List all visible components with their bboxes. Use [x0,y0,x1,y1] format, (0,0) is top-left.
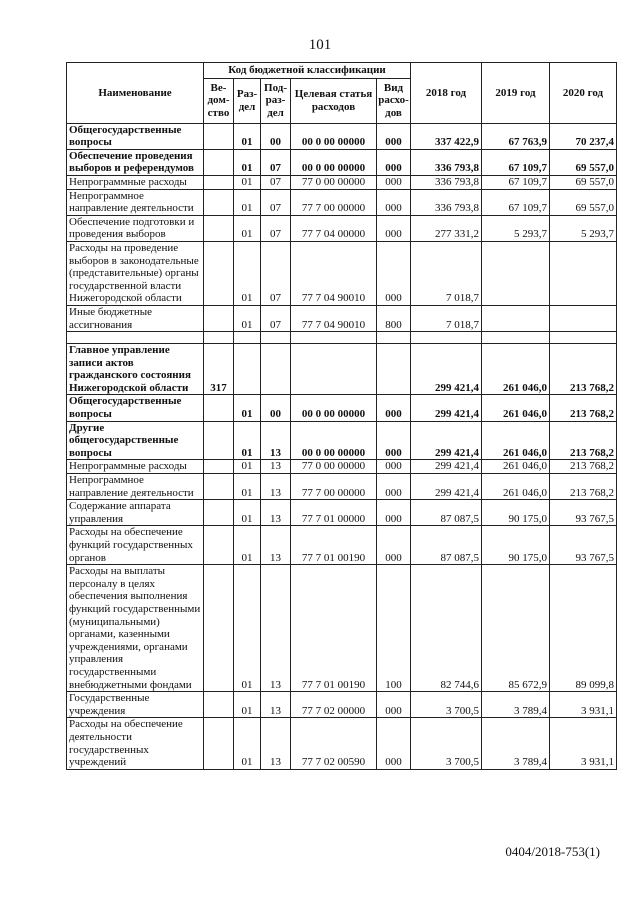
razdel-cell: 01 [234,395,261,421]
amount-2019-cell: 261 046,0 [482,421,550,460]
podrazdel-cell: 13 [261,526,291,565]
vid-cell: 000 [377,474,411,500]
name: Расходы на обеспечение функций государственных органов [67,526,204,565]
podrazdel-cell: 13 [261,474,291,500]
celevaya-cell: 77 7 02 00590 [291,718,377,769]
amount-2018-cell: 3 700,5 [411,718,482,769]
celevaya-cell: 77 7 04 90010 [291,305,377,331]
celevaya-cell: 00 0 00 00000 [291,421,377,460]
ved-cell [204,526,234,565]
empty-cell [261,332,291,344]
razdel-cell: 01 [234,123,261,149]
podrazdel-cell: 13 [261,692,291,718]
podrazdel-cell: 00 [261,395,291,421]
name: Расходы на проведение выборов в законодательные (представительные) органы государственной власти Нижегородской области [67,241,204,305]
amount-2018-cell: 277 331,2 [411,215,482,241]
amount-2018-cell: 299 421,4 [411,460,482,474]
amount-2018-cell: 299 421,4 [411,344,482,395]
amount-2019-cell [482,305,550,331]
celevaya-cell: 77 7 01 00190 [291,526,377,565]
razdel-cell: 01 [234,241,261,305]
amount-2019-cell: 261 046,0 [482,474,550,500]
name: Обеспечение проведения выборов и референдумов [67,149,204,175]
vid-cell: 000 [377,526,411,565]
amount-2019-cell: 67 109,7 [482,175,550,189]
razdel-cell: 01 [234,215,261,241]
ved-cell [204,215,234,241]
razdel-cell: 01 [234,526,261,565]
amount-2020-cell [550,305,617,331]
podrazdel-cell: 07 [261,175,291,189]
razdel-cell: 01 [234,421,261,460]
budget-table [66,62,617,770]
ved-cell [204,149,234,175]
empty-cell [67,332,204,344]
name: Другие общегосударственные вопросы [67,421,204,460]
amount-2018-cell: 7 018,7 [411,305,482,331]
amount-2020-cell: 213 768,2 [550,460,617,474]
amount-2018-cell: 82 744,6 [411,565,482,692]
name: Общегосударственные вопросы [67,123,204,149]
podrazdel-cell: 13 [261,460,291,474]
header-celevaya: Целевая статья расходов [291,78,377,123]
amount-2020-cell: 213 768,2 [550,395,617,421]
amount-2018-cell: 299 421,4 [411,421,482,460]
amount-2018-cell: 87 087,5 [411,500,482,526]
name: Обеспечение подготовки и проведения выборов [67,215,204,241]
amount-2019-cell: 90 175,0 [482,526,550,565]
celevaya-cell: 77 7 00 00000 [291,189,377,215]
ved-cell [204,189,234,215]
razdel-cell [234,344,261,395]
razdel-cell: 01 [234,474,261,500]
table-row [67,500,617,526]
razdel-cell: 01 [234,500,261,526]
table-row [67,305,617,331]
table-row [67,149,617,175]
name: Содержание аппарата управления [67,500,204,526]
celevaya-cell [291,344,377,395]
amount-2020-cell: 213 768,2 [550,421,617,460]
amount-2020-cell: 69 557,0 [550,189,617,215]
celevaya-cell: 77 7 04 00000 [291,215,377,241]
empty-cell [377,332,411,344]
amount-2019-cell: 261 046,0 [482,395,550,421]
amount-2020-cell: 93 767,5 [550,526,617,565]
razdel-cell: 01 [234,189,261,215]
vid-cell: 000 [377,241,411,305]
header-razdel: Раз- дел [234,78,261,123]
ved-cell [204,421,234,460]
empty-cell [482,332,550,344]
header-2018: 2018 год [411,63,482,124]
vid-cell: 100 [377,565,411,692]
celevaya-cell: 77 7 00 00000 [291,474,377,500]
vid-cell: 800 [377,305,411,331]
table-row [67,189,617,215]
ved-cell [204,460,234,474]
celevaya-cell: 00 0 00 00000 [291,123,377,149]
table-row [67,692,617,718]
celevaya-cell: 00 0 00 00000 [291,395,377,421]
podrazdel-cell: 07 [261,189,291,215]
empty-cell [550,332,617,344]
vid-cell: 000 [377,395,411,421]
vid-cell: 000 [377,500,411,526]
table-row [67,526,617,565]
ved-cell [204,395,234,421]
podrazdel-cell: 13 [261,565,291,692]
table-row [67,123,617,149]
amount-2020-cell: 89 099,8 [550,565,617,692]
podrazdel-cell: 07 [261,149,291,175]
vid-cell [377,344,411,395]
ved-cell [204,500,234,526]
amount-2018-cell: 87 087,5 [411,526,482,565]
amount-2018-cell: 336 793,8 [411,149,482,175]
header-2019: 2019 год [482,63,550,124]
amount-2020-cell: 69 557,0 [550,175,617,189]
ved-cell: 317 [204,344,234,395]
ved-cell [204,241,234,305]
amount-2020-cell [550,241,617,305]
document-code: 0404/2018-753(1) [505,844,600,859]
podrazdel-cell: 13 [261,500,291,526]
amount-2018-cell: 7 018,7 [411,241,482,305]
table-body [67,123,617,769]
celevaya-cell: 77 0 00 00000 [291,175,377,189]
table-row [67,175,617,189]
celevaya-cell: 77 7 01 00000 [291,500,377,526]
name: Государственные учреждения [67,692,204,718]
amount-2020-cell: 3 931,1 [550,718,617,769]
amount-2019-cell: 67 763,9 [482,123,550,149]
razdel-cell: 01 [234,149,261,175]
amount-2020-cell: 70 237,4 [550,123,617,149]
podrazdel-cell: 13 [261,421,291,460]
table-row [67,344,617,395]
ved-cell [204,474,234,500]
name: Расходы на выплаты персоналу в целях обеспечения выполнения функций государственными (муниципальными) органами, казенными учреждениями, органами управления государственными внебюджетными фондами [67,565,204,692]
table-row [67,421,617,460]
amount-2018-cell: 3 700,5 [411,692,482,718]
celevaya-cell: 77 7 04 90010 [291,241,377,305]
podrazdel-cell: 07 [261,305,291,331]
amount-2019-cell: 3 789,4 [482,692,550,718]
amount-2019-cell: 261 046,0 [482,344,550,395]
amount-2020-cell: 93 767,5 [550,500,617,526]
name: Непрограммные расходы [67,460,204,474]
vid-cell: 000 [377,215,411,241]
ved-cell [204,692,234,718]
empty-cell [291,332,377,344]
ved-cell [204,123,234,149]
name: Главное управление записи актов гражданского состояния Нижегородской области [67,344,204,395]
name: Непрограммное направление деятельности [67,474,204,500]
amount-2020-cell: 3 931,1 [550,692,617,718]
amount-2019-cell: 67 109,7 [482,189,550,215]
amount-2020-cell: 69 557,0 [550,149,617,175]
amount-2019-cell: 67 109,7 [482,149,550,175]
razdel-cell: 01 [234,692,261,718]
ved-cell [204,175,234,189]
vid-cell: 000 [377,421,411,460]
amount-2019-cell: 5 293,7 [482,215,550,241]
name: Непрограммные расходы [67,175,204,189]
empty-cell [204,332,234,344]
amount-2018-cell: 336 793,8 [411,189,482,215]
razdel-cell: 01 [234,460,261,474]
table-row [67,460,617,474]
header-podrazdel: Под- раз- дел [261,78,291,123]
header-2020: 2020 год [550,63,617,124]
ved-cell [204,718,234,769]
podrazdel-cell: 07 [261,241,291,305]
vid-cell: 000 [377,175,411,189]
vid-cell: 000 [377,692,411,718]
celevaya-cell: 00 0 00 00000 [291,149,377,175]
vid-cell: 000 [377,460,411,474]
amount-2019-cell: 90 175,0 [482,500,550,526]
podrazdel-cell: 13 [261,718,291,769]
amount-2018-cell: 299 421,4 [411,474,482,500]
ved-cell [204,565,234,692]
name: Расходы на обеспечение деятельности государственных учреждений [67,718,204,769]
razdel-cell: 01 [234,565,261,692]
name: Непрограммное направление деятельности [67,189,204,215]
name: Иные бюджетные ассигнования [67,305,204,331]
vid-cell: 000 [377,149,411,175]
podrazdel-cell [261,344,291,395]
amount-2018-cell: 299 421,4 [411,395,482,421]
table-row [67,565,617,692]
empty-cell [411,332,482,344]
table-row [67,215,617,241]
celevaya-cell: 77 7 02 00000 [291,692,377,718]
vid-cell: 000 [377,189,411,215]
amount-2020-cell: 213 768,2 [550,344,617,395]
name: Общегосударственные вопросы [67,395,204,421]
vid-cell: 000 [377,123,411,149]
table-row [67,241,617,305]
amount-2018-cell: 336 793,8 [411,175,482,189]
table-row [67,395,617,421]
table-row [67,474,617,500]
razdel-cell: 01 [234,305,261,331]
podrazdel-cell: 00 [261,123,291,149]
amount-2019-cell: 3 789,4 [482,718,550,769]
amount-2019-cell: 261 046,0 [482,460,550,474]
header-name: Наименование [67,63,204,124]
vid-cell: 000 [377,718,411,769]
header-vedomstvo: Ве- дом- ство [204,78,234,123]
header-vid: Вид расхо- дов [377,78,411,123]
podrazdel-cell: 07 [261,215,291,241]
ved-cell [204,305,234,331]
page-number: 101 [308,37,332,53]
empty-cell [234,332,261,344]
amount-2020-cell: 5 293,7 [550,215,617,241]
table-row [67,718,617,769]
razdel-cell: 01 [234,175,261,189]
celevaya-cell: 77 7 01 00190 [291,565,377,692]
amount-2018-cell: 337 422,9 [411,123,482,149]
header-code-group: Код бюджетной классификации [204,63,411,79]
spacer-row [67,332,617,344]
celevaya-cell: 77 0 00 00000 [291,460,377,474]
amount-2019-cell: 85 672,9 [482,565,550,692]
razdel-cell: 01 [234,718,261,769]
amount-2019-cell [482,241,550,305]
amount-2020-cell: 213 768,2 [550,474,617,500]
